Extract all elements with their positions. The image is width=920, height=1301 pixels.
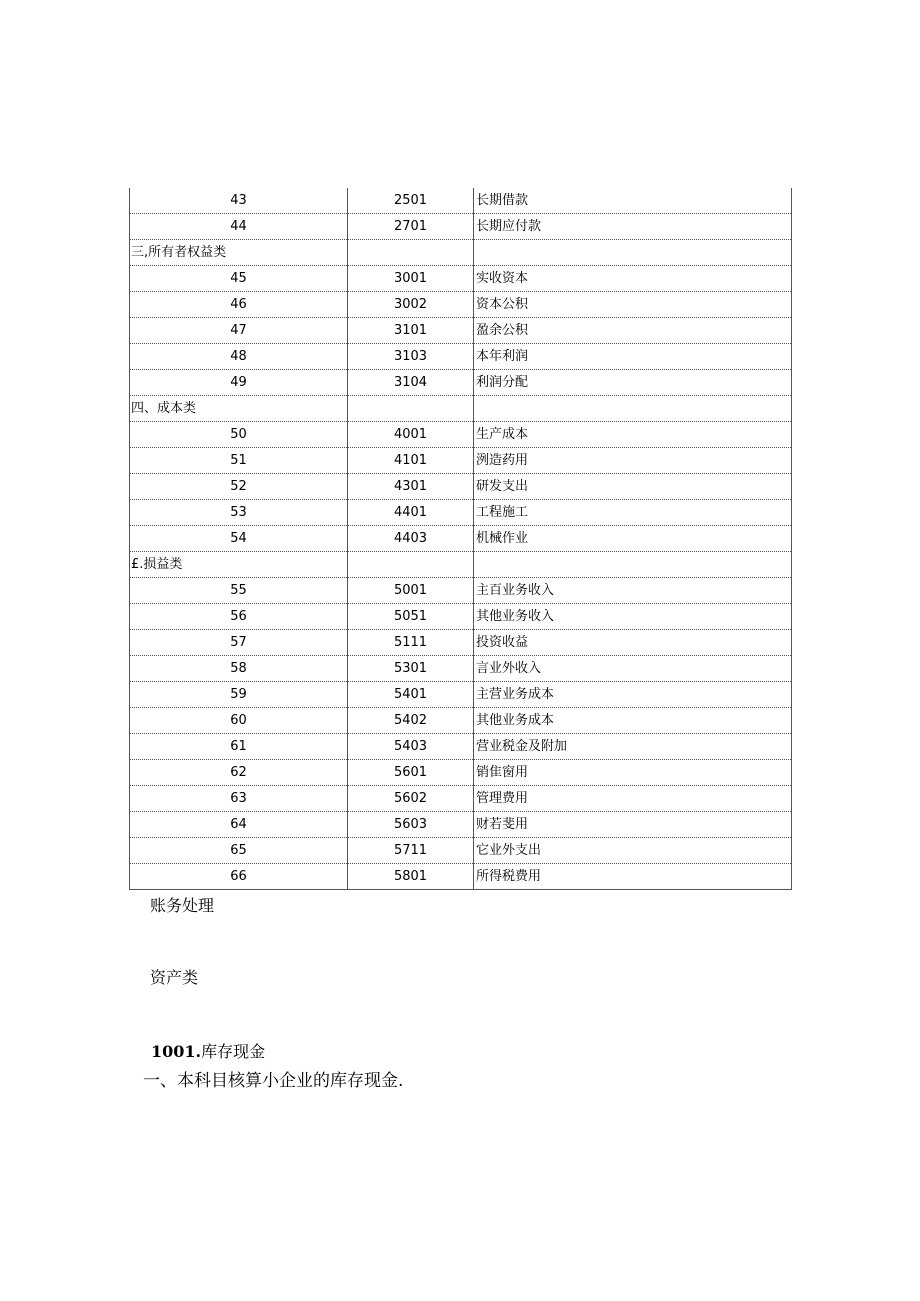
table-row bbox=[130, 448, 792, 474]
table-row bbox=[130, 838, 792, 864]
row-number: 49 bbox=[130, 370, 348, 396]
row-number: 66 bbox=[130, 864, 348, 890]
row-number: 60 bbox=[130, 708, 348, 734]
account-code: 3103 bbox=[348, 344, 474, 370]
table-row bbox=[130, 708, 792, 734]
table-row bbox=[130, 578, 792, 604]
row-number: 58 bbox=[130, 656, 348, 682]
account-code: 5402 bbox=[348, 708, 474, 734]
table-row bbox=[130, 526, 792, 552]
empty-cell bbox=[474, 552, 792, 578]
account-code: 5301 bbox=[348, 656, 474, 682]
table-row bbox=[130, 786, 792, 812]
account-code: 5051 bbox=[348, 604, 474, 630]
row-number: 56 bbox=[130, 604, 348, 630]
account-code: 3002 bbox=[348, 292, 474, 318]
empty-cell bbox=[474, 240, 792, 266]
table-row bbox=[130, 344, 792, 370]
account-name: 销隹窗用 bbox=[474, 760, 792, 786]
table-row bbox=[130, 474, 792, 500]
table-row bbox=[130, 734, 792, 760]
scope-paragraph: 一、本科目核算小企业的库存现金. bbox=[143, 1071, 404, 1091]
table-row bbox=[130, 812, 792, 838]
table-row bbox=[130, 864, 792, 890]
table-row bbox=[130, 292, 792, 318]
account-name: 管理费用 bbox=[474, 786, 792, 812]
empty-cell bbox=[348, 552, 474, 578]
table-row bbox=[130, 266, 792, 292]
account-name: 研发支出 bbox=[474, 474, 792, 500]
heading-assets: 资产类 bbox=[150, 968, 199, 987]
account-name: 洌造药用 bbox=[474, 448, 792, 474]
account-code: 4101 bbox=[348, 448, 474, 474]
account-name: 它业外支出 bbox=[474, 838, 792, 864]
row-number: 51 bbox=[130, 448, 348, 474]
table-row bbox=[130, 188, 792, 214]
row-number: 54 bbox=[130, 526, 348, 552]
empty-cell bbox=[348, 240, 474, 266]
table-row bbox=[130, 214, 792, 240]
row-number: 47 bbox=[130, 318, 348, 344]
account-name: 机械作业 bbox=[474, 526, 792, 552]
empty-cell bbox=[474, 396, 792, 422]
cash-code: 1001. bbox=[151, 1042, 202, 1061]
account-name: 其他业务成本 bbox=[474, 708, 792, 734]
row-number: 57 bbox=[130, 630, 348, 656]
account-code: 5603 bbox=[348, 812, 474, 838]
row-number: 45 bbox=[130, 266, 348, 292]
account-code: 4403 bbox=[348, 526, 474, 552]
table-row bbox=[130, 760, 792, 786]
table-row bbox=[130, 630, 792, 656]
account-code: 5602 bbox=[348, 786, 474, 812]
row-number: 43 bbox=[130, 188, 348, 214]
account-name: 主百业务收入 bbox=[474, 578, 792, 604]
account-name: 本年利润 bbox=[474, 344, 792, 370]
account-name: 资本公积 bbox=[474, 292, 792, 318]
account-name: 长期应付款 bbox=[474, 214, 792, 240]
table-body bbox=[130, 188, 792, 890]
account-code: 3101 bbox=[348, 318, 474, 344]
account-code: 2701 bbox=[348, 214, 474, 240]
account-code: 3001 bbox=[348, 266, 474, 292]
account-code: 4001 bbox=[348, 422, 474, 448]
account-code: 5001 bbox=[348, 578, 474, 604]
account-name: 其他业务收入 bbox=[474, 604, 792, 630]
category-label: £.损益类 bbox=[130, 552, 348, 578]
row-number: 48 bbox=[130, 344, 348, 370]
category-row bbox=[130, 240, 792, 266]
account-name: 利润分配 bbox=[474, 370, 792, 396]
account-name: 言业外收入 bbox=[474, 656, 792, 682]
row-number: 65 bbox=[130, 838, 348, 864]
table-row bbox=[130, 318, 792, 344]
account-code: 2501 bbox=[348, 188, 474, 214]
account-name: 财若斐用 bbox=[474, 812, 792, 838]
account-code: 3104 bbox=[348, 370, 474, 396]
table-row bbox=[130, 422, 792, 448]
account-name: 长期借款 bbox=[474, 188, 792, 214]
row-number: 59 bbox=[130, 682, 348, 708]
account-name: 所得税费用 bbox=[474, 864, 792, 890]
account-code: 4401 bbox=[348, 500, 474, 526]
account-code: 5401 bbox=[348, 682, 474, 708]
table-row bbox=[130, 656, 792, 682]
table-row bbox=[130, 370, 792, 396]
category-label: 三,所有者权益类 bbox=[130, 240, 348, 266]
account-name: 营业税金及附加 bbox=[474, 734, 792, 760]
row-number: 55 bbox=[130, 578, 348, 604]
account-code: 5801 bbox=[348, 864, 474, 890]
account-name: 工程施工 bbox=[474, 500, 792, 526]
account-name: 盈余公积 bbox=[474, 318, 792, 344]
account-code: 5601 bbox=[348, 760, 474, 786]
row-number: 64 bbox=[130, 812, 348, 838]
table-row bbox=[130, 604, 792, 630]
table-row bbox=[130, 682, 792, 708]
account-code: 5403 bbox=[348, 734, 474, 760]
category-label: 四、成本类 bbox=[130, 396, 348, 422]
heading-accounting: 账务处理 bbox=[150, 896, 215, 915]
row-number: 53 bbox=[130, 500, 348, 526]
accounts-table bbox=[129, 188, 792, 890]
category-row bbox=[130, 552, 792, 578]
row-number: 61 bbox=[130, 734, 348, 760]
row-number: 46 bbox=[130, 292, 348, 318]
row-number: 50 bbox=[130, 422, 348, 448]
row-number: 62 bbox=[130, 760, 348, 786]
account-code: 5111 bbox=[348, 630, 474, 656]
account-code: 4301 bbox=[348, 474, 474, 500]
account-name: 投资收益 bbox=[474, 630, 792, 656]
table-row bbox=[130, 500, 792, 526]
account-name: 生产成本 bbox=[474, 422, 792, 448]
account-name: 主营业务成本 bbox=[474, 682, 792, 708]
category-row bbox=[130, 396, 792, 422]
row-number: 63 bbox=[130, 786, 348, 812]
row-number: 52 bbox=[130, 474, 348, 500]
account-name: 实收资本 bbox=[474, 266, 792, 292]
cash-title: 库存现金 bbox=[201, 1042, 266, 1061]
empty-cell bbox=[348, 396, 474, 422]
account-code: 5711 bbox=[348, 838, 474, 864]
heading-cash bbox=[151, 1042, 265, 1062]
row-number: 44 bbox=[130, 214, 348, 240]
